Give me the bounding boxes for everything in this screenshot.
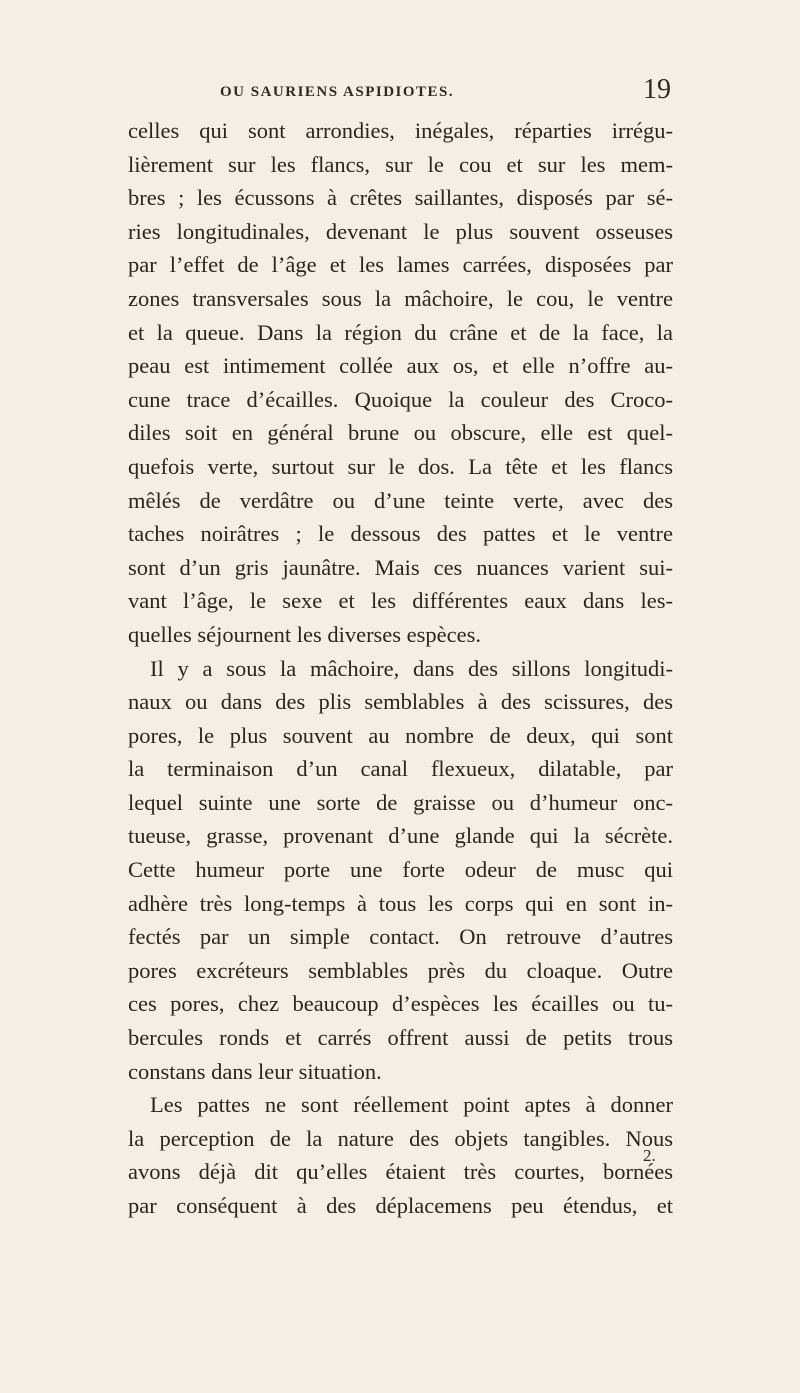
- body-text: [128, 114, 673, 1223]
- text-line: ces pores, chez beaucoup d’espèces les écailles ou tu-: [128, 991, 673, 1017]
- page-number: 19: [643, 74, 671, 105]
- text-line: vant l’âge, le sexe et les différentes eaux dans les-: [128, 588, 673, 614]
- text-line: constans dans leur situation.: [128, 1058, 382, 1084]
- text-line: Il y a sous la mâchoire, dans des sillons longitudi-: [150, 655, 673, 681]
- text-line: la terminaison d’un canal flexueux, dilatable, par: [128, 756, 673, 782]
- text-line: lièrement sur les flancs, sur le cou et sur les mem-: [128, 151, 673, 177]
- text-line: quefois verte, surtout sur le dos. La tête et les flancs: [128, 453, 673, 479]
- text-line: par conséquent à des déplacemens peu étendus, et: [128, 1193, 673, 1218]
- text-line: tueuse, grasse, provenant d’une glande qui la sécrète.: [128, 823, 673, 849]
- text-line: fectés par un simple contact. On retrouve d’autres: [128, 924, 673, 950]
- signature-mark: 2.: [643, 1146, 656, 1165]
- text-line: peau est intimement collée aux os, et elle n’offre au-: [128, 353, 673, 379]
- text-line: pores excréteurs semblables près du cloaque. Outre: [128, 957, 673, 983]
- text-line: bres ; les écussons à crêtes saillantes, disposés par sé-: [128, 185, 673, 211]
- page-header: [128, 74, 673, 114]
- text-line: et la queue. Dans la région du crâne et de la face, la: [128, 319, 673, 345]
- text-line: Les pattes ne sont réellement point aptes à donner: [150, 1092, 673, 1118]
- text-line: adhère très long-temps à tous les corps qui en sont in-: [128, 890, 673, 916]
- text-line: avons déjà dit qu’elles étaient très courtes, bornées: [128, 1159, 673, 1185]
- text-line: par l’effet de l’âge et les lames carrées, disposées par: [128, 252, 673, 278]
- text-line: bercules ronds et carrés offrent aussi de petits trous: [128, 1025, 673, 1051]
- text-line: celles qui sont arrondies, inégales, réparties irrégu-: [128, 118, 673, 143]
- text-line: diles soit en général brune ou obscure, elle est quel-: [128, 420, 673, 446]
- text-line: Cette humeur porte une forte odeur de musc qui: [128, 857, 673, 883]
- text-line: quelles séjournent les diverses espèces.: [128, 621, 482, 647]
- text-line: pores, le plus souvent au nombre de deux, qui sont: [128, 722, 673, 748]
- text-line: naux ou dans des plis semblables à des scissures, des: [128, 689, 673, 715]
- text-line: zones transversales sous la mâchoire, le cou, le ventre: [128, 285, 673, 311]
- text-line: la perception de la nature des objets tangibles. Nous: [128, 1125, 673, 1151]
- text-line: sont d’un gris jaunâtre. Mais ces nuances varient sui-: [128, 554, 673, 580]
- text-line: lequel suinte une sorte de graisse ou d’humeur onc-: [128, 789, 673, 815]
- text-line: mêlés de verdâtre ou d’une teinte verte, avec des: [128, 487, 673, 513]
- running-head: OU SAURIENS ASPIDIOTES.: [220, 84, 455, 100]
- text-line: ries longitudinales, devenant le plus souvent osseuses: [128, 218, 673, 244]
- text-line: cune trace d’écailles. Quoique la couleur des Croco-: [128, 386, 673, 412]
- text-line: taches noirâtres ; le dessous des pattes et le ventre: [128, 521, 673, 547]
